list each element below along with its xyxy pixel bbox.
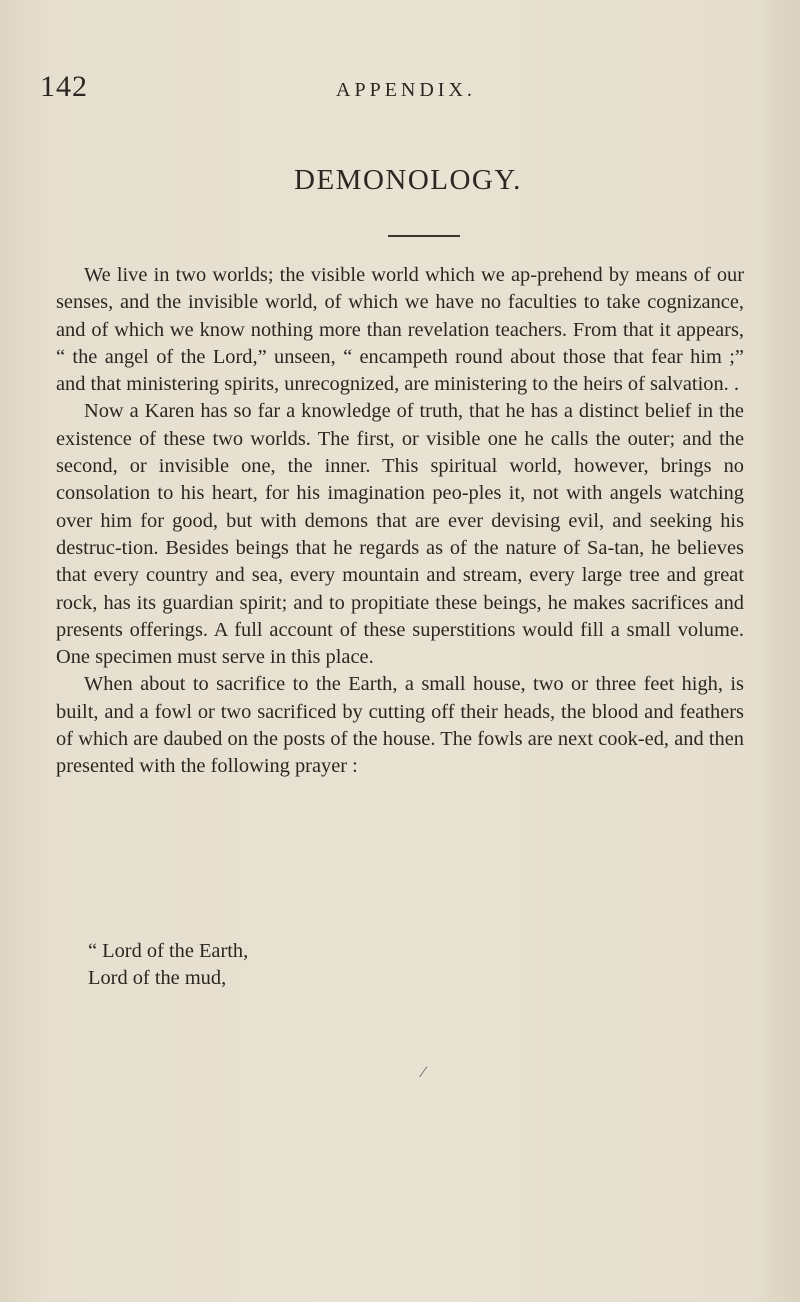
paragraph-1: We live in two worlds; the visible world which we ap-prehend by means of our senses, and the invisible world, of which we have no faculties to take cognizance, and of which we know nothing more than revelation teachers. From that it appears, “ the angel of the Lord,” unseen, “ encampeth round about those that fear him ;” and that ministering spirits, unrecognized, are ministering to the heirs of salvation. . <box>56 264 744 396</box>
chapter-title: DEMONOLOGY. <box>294 164 522 196</box>
running-head: APPENDIX. <box>336 79 476 101</box>
paragraph-3: When about to sacrifice to the Earth, a small house, two or three feet high, is built, and a fowl or two sacrificed by cutting off their heads, the blood and feathers of which are daubed on the posts of the house. The fowls are next cook-ed, and then presented with the following prayer : <box>56 673 744 778</box>
paragraph-2: Now a Karen has so far a knowledge of truth, that he has a distinct belief in the existence of these two worlds. The first, or visible one he calls the outer; and the second, or invisible one, the inner. This spiritual world, however, brings no consolation to his heart, for his imagination peo-ples it, not with angels watching over him for good, but with demons that are ever devising evil, and seeking his destruc-tion. Besides beings that he regards as of the nature of Sa-tan, he believes that every country and sea, every mountain and stream, every large tree and great rock, has its guardian spirit; and to propitiate these beings, he makes sacrifices and presents offerings. A full account of these superstitions would fill a small volume. One specimen must serve in this place. <box>56 400 744 669</box>
body-text <box>56 262 744 781</box>
printer-mark: ⁄ <box>422 1064 425 1081</box>
prayer-verse <box>88 938 248 992</box>
prayer-line-2: Lord of the mud, <box>88 967 227 989</box>
title-rule <box>388 235 460 237</box>
prayer-line-1: “ Lord of the Earth, <box>88 940 249 962</box>
page-number: 142 <box>40 70 88 103</box>
